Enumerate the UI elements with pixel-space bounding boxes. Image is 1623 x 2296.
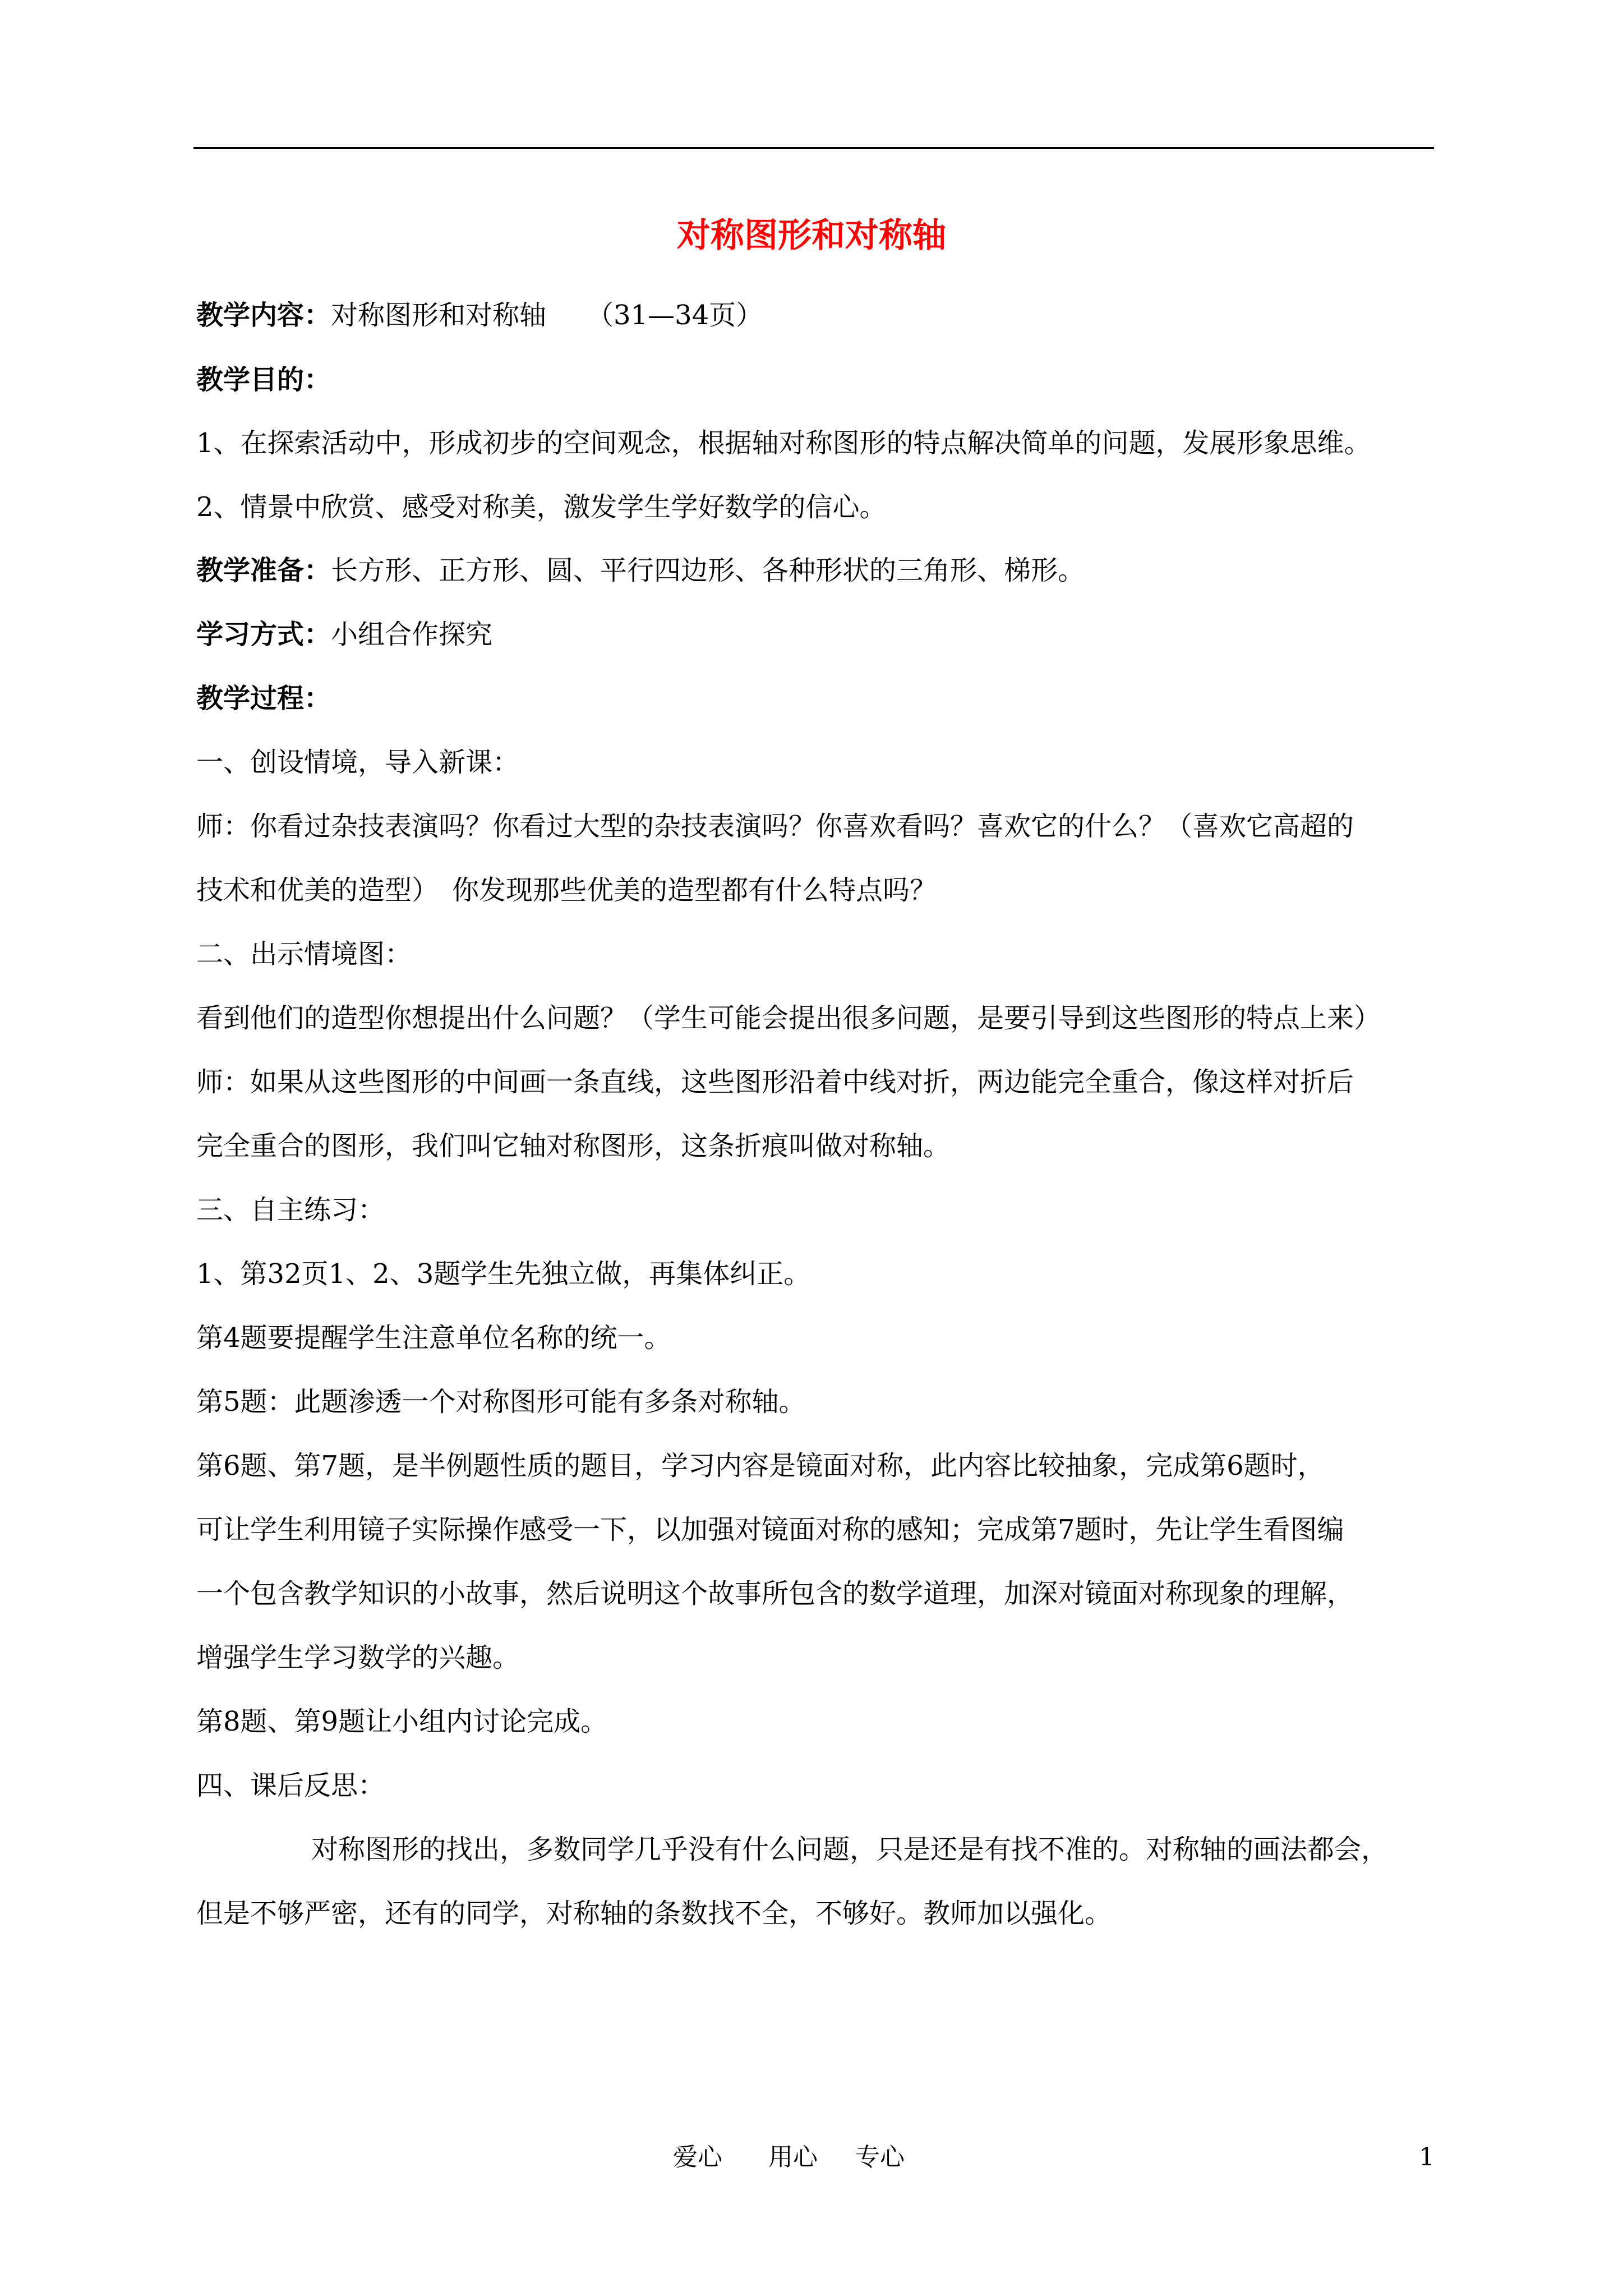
reflection-line-2: 但是不够严密，还有的同学，对称轴的条数找不全，不够好。教师加以强化。 [196,1898,1112,1929]
page-number: 1 [1419,2143,1435,2171]
objective-heading: 教学目的： [196,364,331,395]
section-1-paragraph-line-1: 师：你看过杂技表演吗？你看过大型的杂技表演吗？你喜欢看吗？喜欢它的什么？（喜欢它高超的 [196,811,1354,842]
content-label: 教学内容： [196,300,331,331]
section-1-paragraph-line-2: 技术和优美的造型） 你发现那些优美的造型都有什么特点吗？ [196,875,937,906]
method-text: 小组合作探究 [331,619,493,650]
footer-text-3: 专心 [855,2143,905,2171]
section-4-heading: 四、课后反思： [196,1770,385,1801]
section-2-paragraph-line-1: 看到他们的造型你想提出什么问题？（学生可能会提出很多问题，是要引导到这些图形的特点上来） [196,1002,1381,1034]
section-3-item-3: 第5题：此题渗透一个对称图形可能有多条对称轴。 [196,1386,806,1418]
section-2-heading: 二、出示情境图： [196,938,412,970]
section-2-paragraph-line-3: 完全重合的图形，我们叫它轴对称图形，这条折痕叫做对称轴。 [196,1130,951,1162]
footer-text-1: 爱心 [673,2143,722,2171]
section-3-heading: 三、自主练习： [196,1194,385,1226]
method-label: 学习方式： [196,619,331,650]
section-3-item-4-line-4: 增强学生学习数学的兴趣。 [196,1642,520,1673]
method-line [196,616,492,652]
content-text: 对称图形和对称轴 （31—34页） [331,300,763,331]
section-3-item-5: 第8题、第9题让小组内讨论完成。 [196,1706,608,1737]
section-3-item-2: 第4题要提醒学生注意单位名称的统一。 [196,1322,671,1354]
section-3-item-4-line-3: 一个包含教学知识的小故事，然后说明这个故事所包含的数学道理，加深对镜面对称现象的理解， [196,1578,1354,1609]
process-heading: 教学过程： [196,683,331,714]
objective-1: 1、在探索活动中，形成初步的空间观念，根据轴对称图形的特点解决简单的问题，发展形象思维。 [196,427,1371,459]
prep-text: 长方形、正方形、圆、平行四边形、各种形状的三角形、梯形。 [331,555,1085,586]
footer-text-2: 用心 [768,2143,818,2171]
objective-2: 2、情景中欣赏、感受对称美，激发学生学好数学的信心。 [196,491,887,523]
section-1-heading: 一、创设情境，导入新课： [196,747,520,778]
reflection-line-1: 对称图形的找出，多数同学几乎没有什么问题，只是还是有找不准的。对称轴的画法都会， [311,1834,1389,1865]
section-3-item-4-line-1: 第6题、第7题，是半例题性质的题目，学习内容是镜面对称，此内容比较抽象，完成第6题时， [196,1450,1325,1481]
section-3-item-1: 1、第32页1、2、3题学生先独立做，再集体纠正。 [196,1258,811,1290]
prep-label: 教学准备： [196,555,331,586]
prep-line [196,553,1085,588]
section-2-paragraph-line-2: 师：如果从这些图形的中间画一条直线，这些图形沿着中线对折，两边能完全重合，像这样对折后 [196,1066,1354,1098]
content-line [196,297,763,333]
header-rule [193,147,1434,149]
section-3-item-4-line-2: 可让学生利用镜子实际操作感受一下，以加强对镜面对称的感知；完成第7题时，先让学生看图编 [196,1514,1344,1545]
document-title: 对称图形和对称轴 [677,216,946,255]
